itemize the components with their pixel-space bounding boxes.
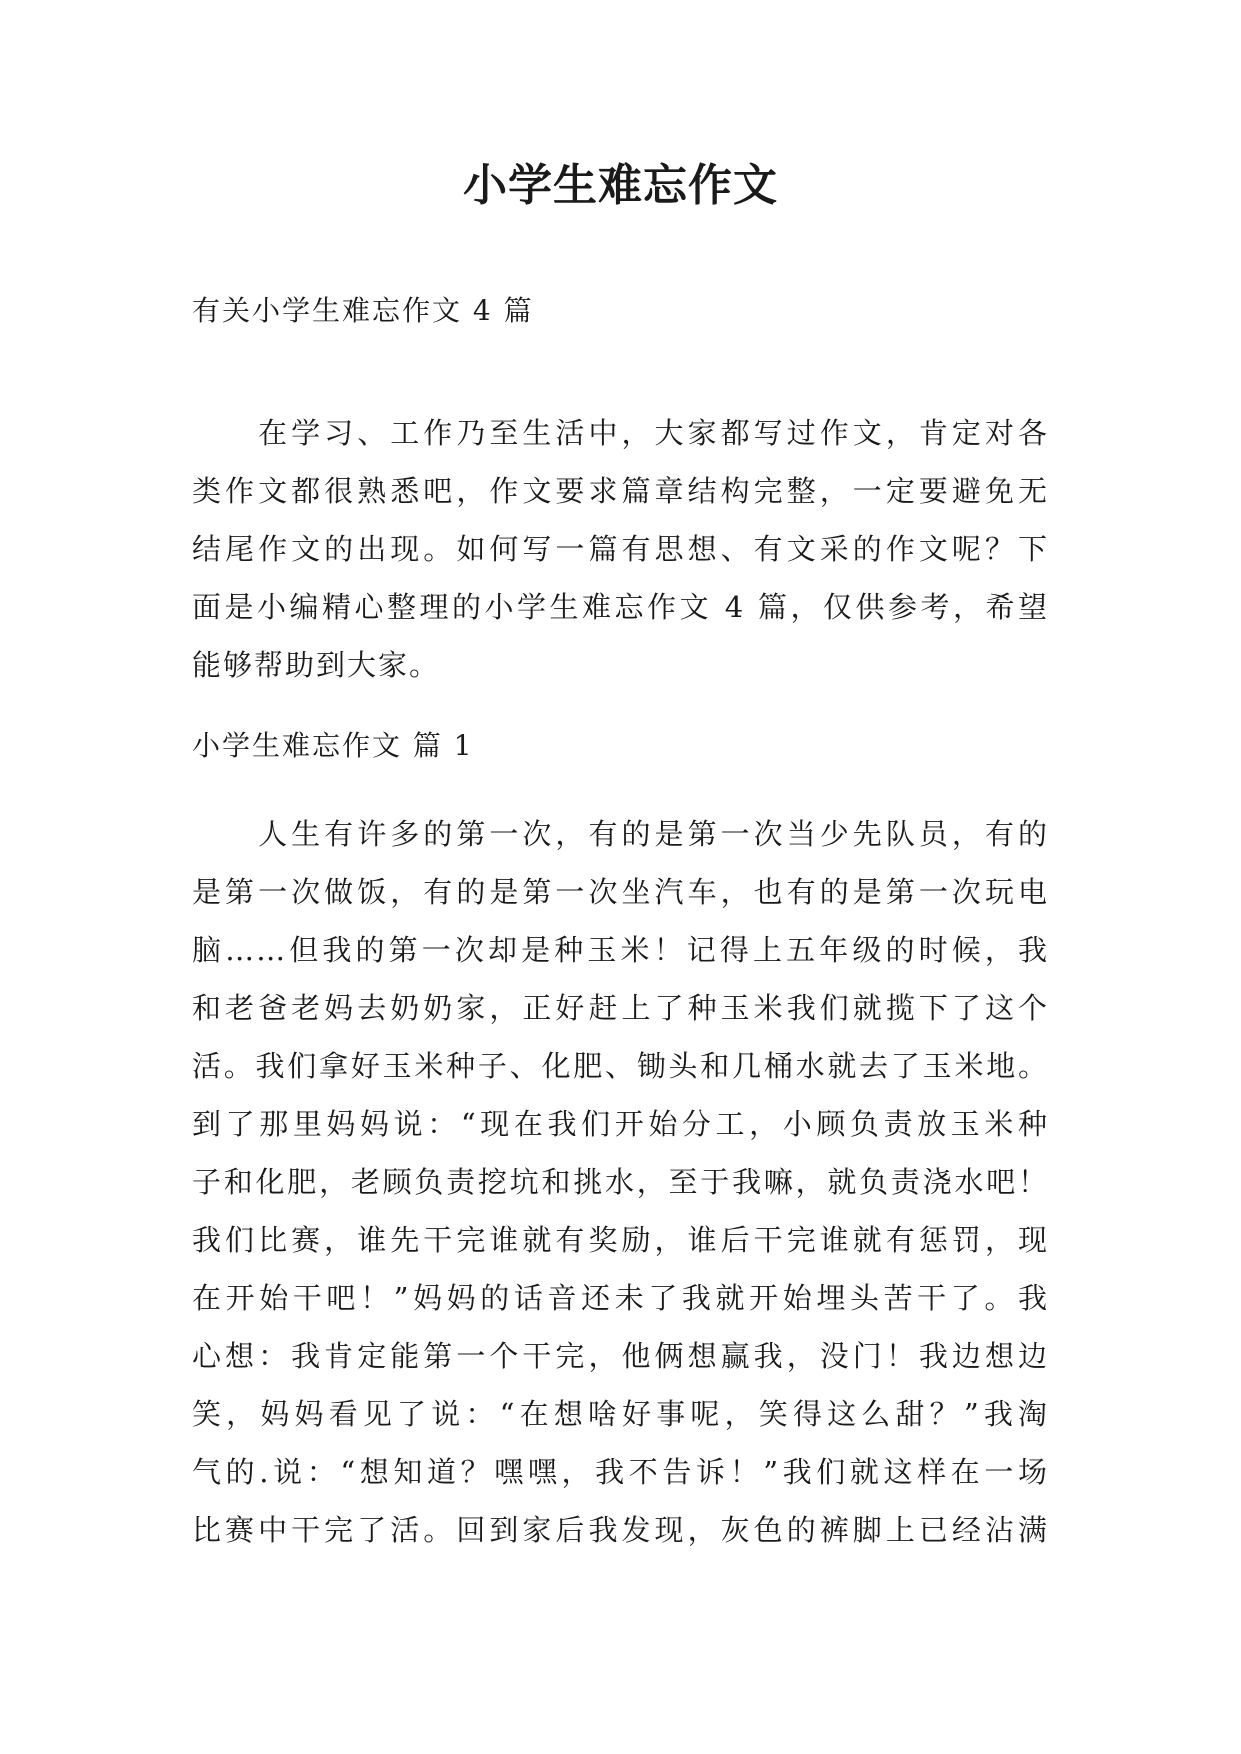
intro-paragraph (192, 404, 1049, 694)
paragraph-line: 在开始干吧！”妈妈的话音还未了我就开始埋头苦干了。我 (192, 1281, 1049, 1315)
paragraph-line: 和老爸老妈去奶奶家，正好赶上了种玉米我们就揽下了这个 (192, 991, 1049, 1025)
paragraph-line: 我们比赛，谁先干完谁就有奖励，谁后干完谁就有惩罚，现 (192, 1223, 1049, 1257)
paragraph-line: 能够帮助到大家。 (192, 648, 441, 682)
paragraph-line: 到了那里妈妈说：“现在我们开始分工，小顾负责放玉米种 (192, 1107, 1049, 1141)
paragraph-line: 结尾作文的出现。如何写一篇有思想、有文采的作文呢？下 (192, 532, 1049, 566)
paragraph-line: 是第一次做饭，有的是第一次坐汽车，也有的是第一次玩电 (192, 875, 1049, 909)
paragraph-line: 笑，妈妈看见了说：“在想啥好事呢，笑得这么甜？”我淘 (192, 1397, 1049, 1431)
paragraph-line: 人生有许多的第一次，有的是第一次当少先队员，有的 (192, 817, 1049, 851)
section-heading: 小学生难忘作文 篇 1 (192, 729, 474, 762)
paragraph-line: 面是小编精心整理的小学生难忘作文 4 篇，仅供参考，希望 (192, 590, 1049, 624)
paragraph-line: 子和化肥，老顾负责挖坑和挑水，至于我嘛，就负责浇水吧！ (192, 1165, 1049, 1199)
document-subtitle: 有关小学生难忘作文 4 篇 (192, 294, 534, 327)
paragraph-line: 类作文都很熟悉吧，作文要求篇章结构完整，一定要避免无 (192, 474, 1049, 508)
paragraph-line: 在学习、工作乃至生活中，大家都写过作文，肯定对各 (192, 416, 1049, 450)
paragraph-line: 脑……但我的第一次却是种玉米！记得上五年级的时候，我 (192, 933, 1049, 967)
document-title: 小学生难忘作文 (463, 160, 778, 211)
paragraph-line: 活。我们拿好玉米种子、化肥、锄头和几桶水就去了玉米地。 (192, 1049, 1049, 1083)
paragraph-line: 比赛中干完了活。回到家后我发现，灰色的裤脚上已经沾满 (192, 1513, 1049, 1547)
paragraph-line: 气的.说：“想知道？嘿嘿，我不告诉！”我们就这样在一场 (192, 1455, 1049, 1489)
paragraph-line: 心想：我肯定能第一个干完，他俩想赢我，没门！我边想边 (192, 1339, 1049, 1373)
section1-paragraph (192, 805, 1049, 1559)
